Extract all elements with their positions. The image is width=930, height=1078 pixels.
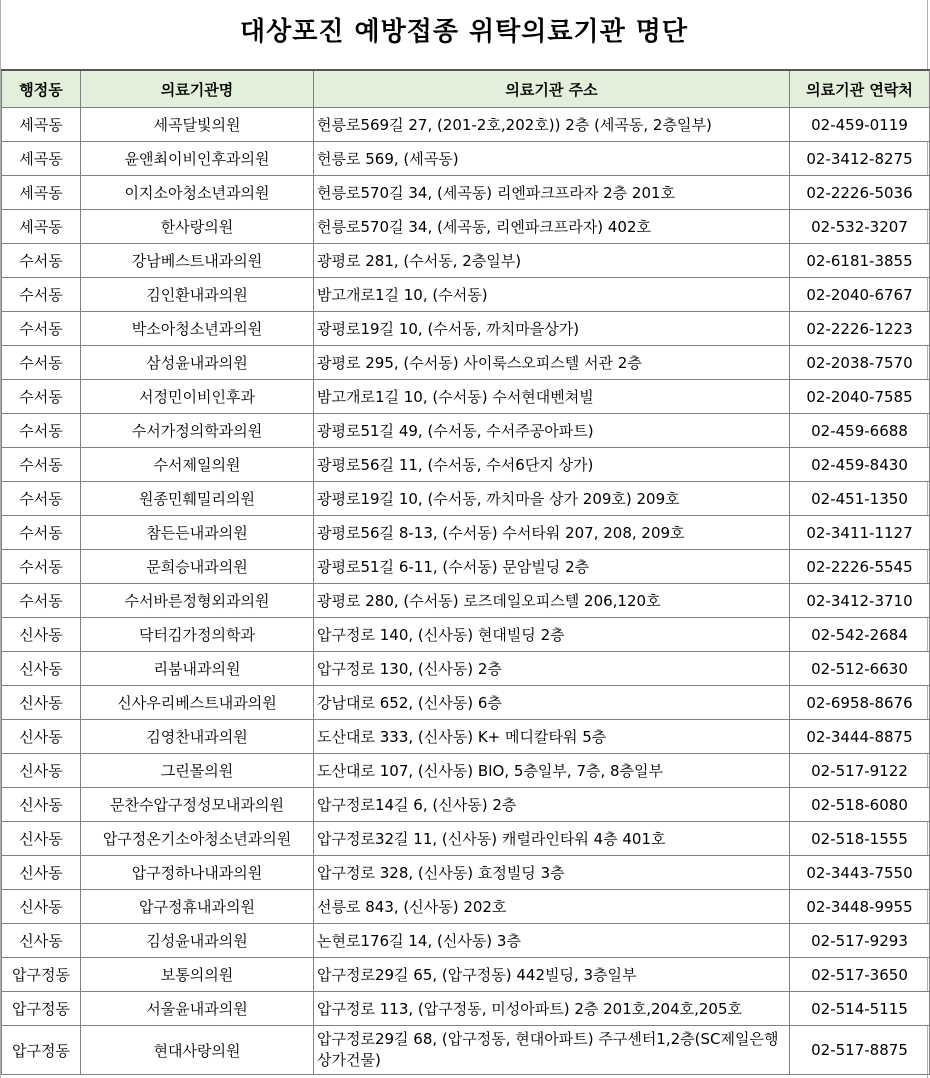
table-row	[2, 448, 930, 482]
cell-dong[interactable]: 압구정동	[2, 958, 81, 992]
cell-phone[interactable]: 02-512-6630	[790, 652, 930, 686]
cell-clinic-name[interactable]: 참든든내과의원	[81, 516, 314, 550]
cell-dong[interactable]: 세곡동	[2, 210, 81, 244]
cell-address[interactable]: 광평로 295, (수서동) 사이룩스오피스텔 서관 2층	[314, 346, 790, 380]
cell-dong[interactable]: 신사동	[2, 924, 81, 958]
table-row	[2, 516, 930, 550]
cell-address[interactable]: 선릉로 843, (신사동) 202호	[314, 890, 790, 924]
cell-dong[interactable]: 수서동	[2, 584, 81, 618]
cell-address[interactable]: 광평로56길 11, (수서동, 수서6단지 상가)	[314, 448, 790, 482]
cell-address[interactable]: 압구정로 130, (신사동) 2층	[314, 652, 790, 686]
cell-dong[interactable]: 압구정동	[2, 992, 81, 1026]
cell-phone[interactable]: 02-517-9122	[790, 754, 930, 788]
cell-dong[interactable]: 신사동	[2, 754, 81, 788]
cell-address[interactable]: 광평로 280, (수서동) 로즈데일오피스텔 206,120호	[314, 584, 790, 618]
cell-clinic-name[interactable]: 세곡달빛의원	[81, 108, 314, 142]
table-row	[2, 890, 930, 924]
cell-dong[interactable]: 수서동	[2, 448, 81, 482]
cell-dong[interactable]: 수서동	[2, 244, 81, 278]
cell-address[interactable]: 밤고개로1길 10, (수서동)	[314, 278, 790, 312]
cell-clinic-name[interactable]: 리붐내과의원	[81, 652, 314, 686]
cell-dong[interactable]: 수서동	[2, 516, 81, 550]
cell-dong[interactable]: 신사동	[2, 652, 81, 686]
cell-dong[interactable]: 수서동	[2, 482, 81, 516]
cell-address[interactable]: 헌릉로569길 27, (201-2호,202호)) 2층 (세곡동, 2층일부)	[314, 108, 790, 142]
table-row	[2, 856, 930, 890]
table-row	[2, 278, 930, 312]
cell-dong[interactable]: 수서동	[2, 312, 81, 346]
cell-address[interactable]: 헌릉로 569, (세곡동)	[314, 142, 790, 176]
table-row	[2, 380, 930, 414]
table-row	[2, 312, 930, 346]
cell-phone[interactable]: 02-3412-8275	[790, 142, 930, 176]
cell-dong[interactable]: 신사동	[2, 856, 81, 890]
table-body	[2, 108, 930, 1075]
table-row	[2, 822, 930, 856]
table-row	[2, 720, 930, 754]
cell-address[interactable]: 밤고개로1길 10, (수서동) 수서현대벤쳐빌	[314, 380, 790, 414]
cell-dong[interactable]: 수서동	[2, 414, 81, 448]
cell-phone[interactable]: 02-2040-7585	[790, 380, 930, 414]
cell-dong[interactable]: 신사동	[2, 822, 81, 856]
cell-clinic-name[interactable]: 압구정하나내과의원	[81, 856, 314, 890]
cell-phone[interactable]: 02-2040-6767	[790, 278, 930, 312]
table-row	[2, 210, 930, 244]
cell-clinic-name[interactable]: 그린몰의원	[81, 754, 314, 788]
cell-dong[interactable]: 신사동	[2, 686, 81, 720]
header-name[interactable]: 의료기관명	[81, 70, 314, 108]
table-row	[2, 414, 930, 448]
cell-clinic-name[interactable]: 박소아청소년과의원	[81, 312, 314, 346]
cell-address[interactable]: 광평로19길 10, (수서동, 까치마을상가)	[314, 312, 790, 346]
cell-clinic-name[interactable]: 서정민이비인후과	[81, 380, 314, 414]
cell-phone[interactable]: 02-6181-3855	[790, 244, 930, 278]
table-row	[2, 550, 930, 584]
header-address[interactable]: 의료기관 주소	[314, 70, 790, 108]
cell-clinic-name[interactable]: 삼성윤내과의원	[81, 346, 314, 380]
cell-address[interactable]: 논현로176길 14, (신사동) 3층	[314, 924, 790, 958]
cell-clinic-name[interactable]: 수서제일의원	[81, 448, 314, 482]
cell-phone[interactable]: 02-514-5115	[790, 992, 930, 1026]
cell-phone[interactable]: 02-517-9293	[790, 924, 930, 958]
cell-dong[interactable]: 수서동	[2, 380, 81, 414]
cell-phone[interactable]: 02-459-8430	[790, 448, 930, 482]
table-row	[2, 652, 930, 686]
cell-clinic-name[interactable]: 한사랑의원	[81, 210, 314, 244]
cell-address[interactable]: 광평로 281, (수서동, 2층일부)	[314, 244, 790, 278]
cell-clinic-name[interactable]: 문희승내과의원	[81, 550, 314, 584]
cell-clinic-name[interactable]: 이지소아청소년과의원	[81, 176, 314, 210]
cell-dong[interactable]: 신사동	[2, 618, 81, 652]
cell-clinic-name[interactable]: 압구정휴내과의원	[81, 890, 314, 924]
table-row	[2, 924, 930, 958]
cell-dong[interactable]: 세곡동	[2, 108, 81, 142]
cell-clinic-name[interactable]: 압구정온기소아청소년과의원	[81, 822, 314, 856]
header-dong[interactable]: 행정동	[2, 70, 81, 108]
cell-phone[interactable]: 02-3443-7550	[790, 856, 930, 890]
cell-address[interactable]: 광평로19길 10, (수서동, 까치마을 상가 209호) 209호	[314, 482, 790, 516]
cell-address[interactable]: 압구정로29길 65, (압구정동) 442빌딩, 3층일부	[314, 958, 790, 992]
cell-phone[interactable]: 02-2226-5545	[790, 550, 930, 584]
table-row	[2, 108, 930, 142]
cell-address[interactable]: 헌릉로570길 34, (세곡동) 리엔파크프라자 2층 201호	[314, 176, 790, 210]
cell-address[interactable]: 도산대로 333, (신사동) K+ 메디칼타워 5층	[314, 720, 790, 754]
cell-phone[interactable]: 02-542-2684	[790, 618, 930, 652]
cell-dong[interactable]: 세곡동	[2, 142, 81, 176]
cell-address[interactable]: 압구정로32길 11, (신사동) 캐럴라인타워 4층 401호	[314, 822, 790, 856]
cell-phone[interactable]: 02-517-3650	[790, 958, 930, 992]
cell-dong[interactable]: 신사동	[2, 788, 81, 822]
cell-dong[interactable]: 세곡동	[2, 176, 81, 210]
table-row	[2, 618, 930, 652]
header-phone[interactable]: 의료기관 연락처	[790, 70, 930, 108]
table-row	[2, 992, 930, 1026]
cell-phone[interactable]: 02-459-6688	[790, 414, 930, 448]
cell-phone[interactable]: 02-451-1350	[790, 482, 930, 516]
cell-phone[interactable]: 02-2226-5036	[790, 176, 930, 210]
table-row	[2, 142, 930, 176]
cell-clinic-name[interactable]: 서울윤내과의원	[81, 992, 314, 1026]
cell-phone[interactable]: 02-2226-1223	[790, 312, 930, 346]
table-row	[2, 1026, 930, 1075]
cell-clinic-name[interactable]: 강남베스트내과의원	[81, 244, 314, 278]
cell-clinic-name[interactable]: 신사우리베스트내과의원	[81, 686, 314, 720]
cell-clinic-name[interactable]: 수서바른정형외과의원	[81, 584, 314, 618]
table-row	[2, 584, 930, 618]
cell-clinic-name[interactable]: 문찬수압구정성모내과의원	[81, 788, 314, 822]
cell-address[interactable]: 도산대로 107, (신사동) BIO, 5층일부, 7층, 8층일부	[314, 754, 790, 788]
cell-phone[interactable]: 02-2038-7570	[790, 346, 930, 380]
page-title: 대상포진 예방접종 위탁의료기관 명단	[239, 17, 688, 47]
cell-address[interactable]: 광평로51길 49, (수서동, 수서주공아파트)	[314, 414, 790, 448]
cell-phone[interactable]: 02-3412-3710	[790, 584, 930, 618]
cell-phone[interactable]: 02-459-0119	[790, 108, 930, 142]
cell-phone[interactable]: 02-517-8875	[790, 1026, 930, 1075]
cell-clinic-name[interactable]: 김성윤내과의원	[81, 924, 314, 958]
table-row	[2, 176, 930, 210]
cell-phone[interactable]: 02-3411-1127	[790, 516, 930, 550]
cell-address[interactable]: 강남대로 652, (신사동) 6층	[314, 686, 790, 720]
cell-address[interactable]: 광평로56길 8-13, (수서동) 수서타워 207, 208, 209호	[314, 516, 790, 550]
cell-dong[interactable]: 신사동	[2, 890, 81, 924]
cell-phone[interactable]: 02-6958-8676	[790, 686, 930, 720]
cell-dong[interactable]: 수서동	[2, 278, 81, 312]
clinic-table	[1, 69, 930, 1075]
cell-address[interactable]: 광평로51길 6-11, (수서동) 문암빌딩 2층	[314, 550, 790, 584]
cell-dong[interactable]: 신사동	[2, 720, 81, 754]
cell-address[interactable]: 헌릉로570길 34, (세곡동, 리엔파크프라자) 402호	[314, 210, 790, 244]
cell-address[interactable]: 압구정로 328, (신사동) 효정빌딩 3층	[314, 856, 790, 890]
cell-phone[interactable]: 02-3444-8875	[790, 720, 930, 754]
cell-address[interactable]: 압구정로14길 6, (신사동) 2층	[314, 788, 790, 822]
cell-clinic-name[interactable]: 현대사랑의원	[81, 1026, 314, 1075]
cell-address[interactable]: 압구정로29길 68, (압구정동, 현대아파트) 주구센터1,2층(SC제일은행 상가건물)	[314, 1026, 790, 1075]
table-row	[2, 958, 930, 992]
table-row	[2, 686, 930, 720]
cell-clinic-name[interactable]: 보통의의원	[81, 958, 314, 992]
cell-dong[interactable]: 수서동	[2, 346, 81, 380]
cell-address[interactable]: 압구정로 113, (압구정동, 미성아파트) 2층 201호,204호,205호	[314, 992, 790, 1026]
cell-phone[interactable]: 02-518-6080	[790, 788, 930, 822]
cell-address[interactable]: 압구정로 140, (신사동) 현대빌딩 2층	[314, 618, 790, 652]
table-row	[2, 788, 930, 822]
cell-clinic-name[interactable]: 원종민훼밀리의원	[81, 482, 314, 516]
table-row	[2, 482, 930, 516]
cell-phone[interactable]: 02-532-3207	[790, 210, 930, 244]
cell-phone[interactable]: 02-3448-9955	[790, 890, 930, 924]
cell-dong[interactable]: 수서동	[2, 550, 81, 584]
table-row	[2, 754, 930, 788]
cell-clinic-name[interactable]: 김인환내과의원	[81, 278, 314, 312]
cell-dong[interactable]: 압구정동	[2, 1026, 81, 1075]
table-row	[2, 346, 930, 380]
cell-clinic-name[interactable]: 김영찬내과의원	[81, 720, 314, 754]
cell-clinic-name[interactable]: 닥터김가정의학과	[81, 618, 314, 652]
cell-clinic-name[interactable]: 수서가정의학과의원	[81, 414, 314, 448]
cell-clinic-name[interactable]: 윤앤최이비인후과의원	[81, 142, 314, 176]
table-header-row	[2, 70, 930, 108]
table-row	[2, 244, 930, 278]
cell-phone[interactable]: 02-518-1555	[790, 822, 930, 856]
